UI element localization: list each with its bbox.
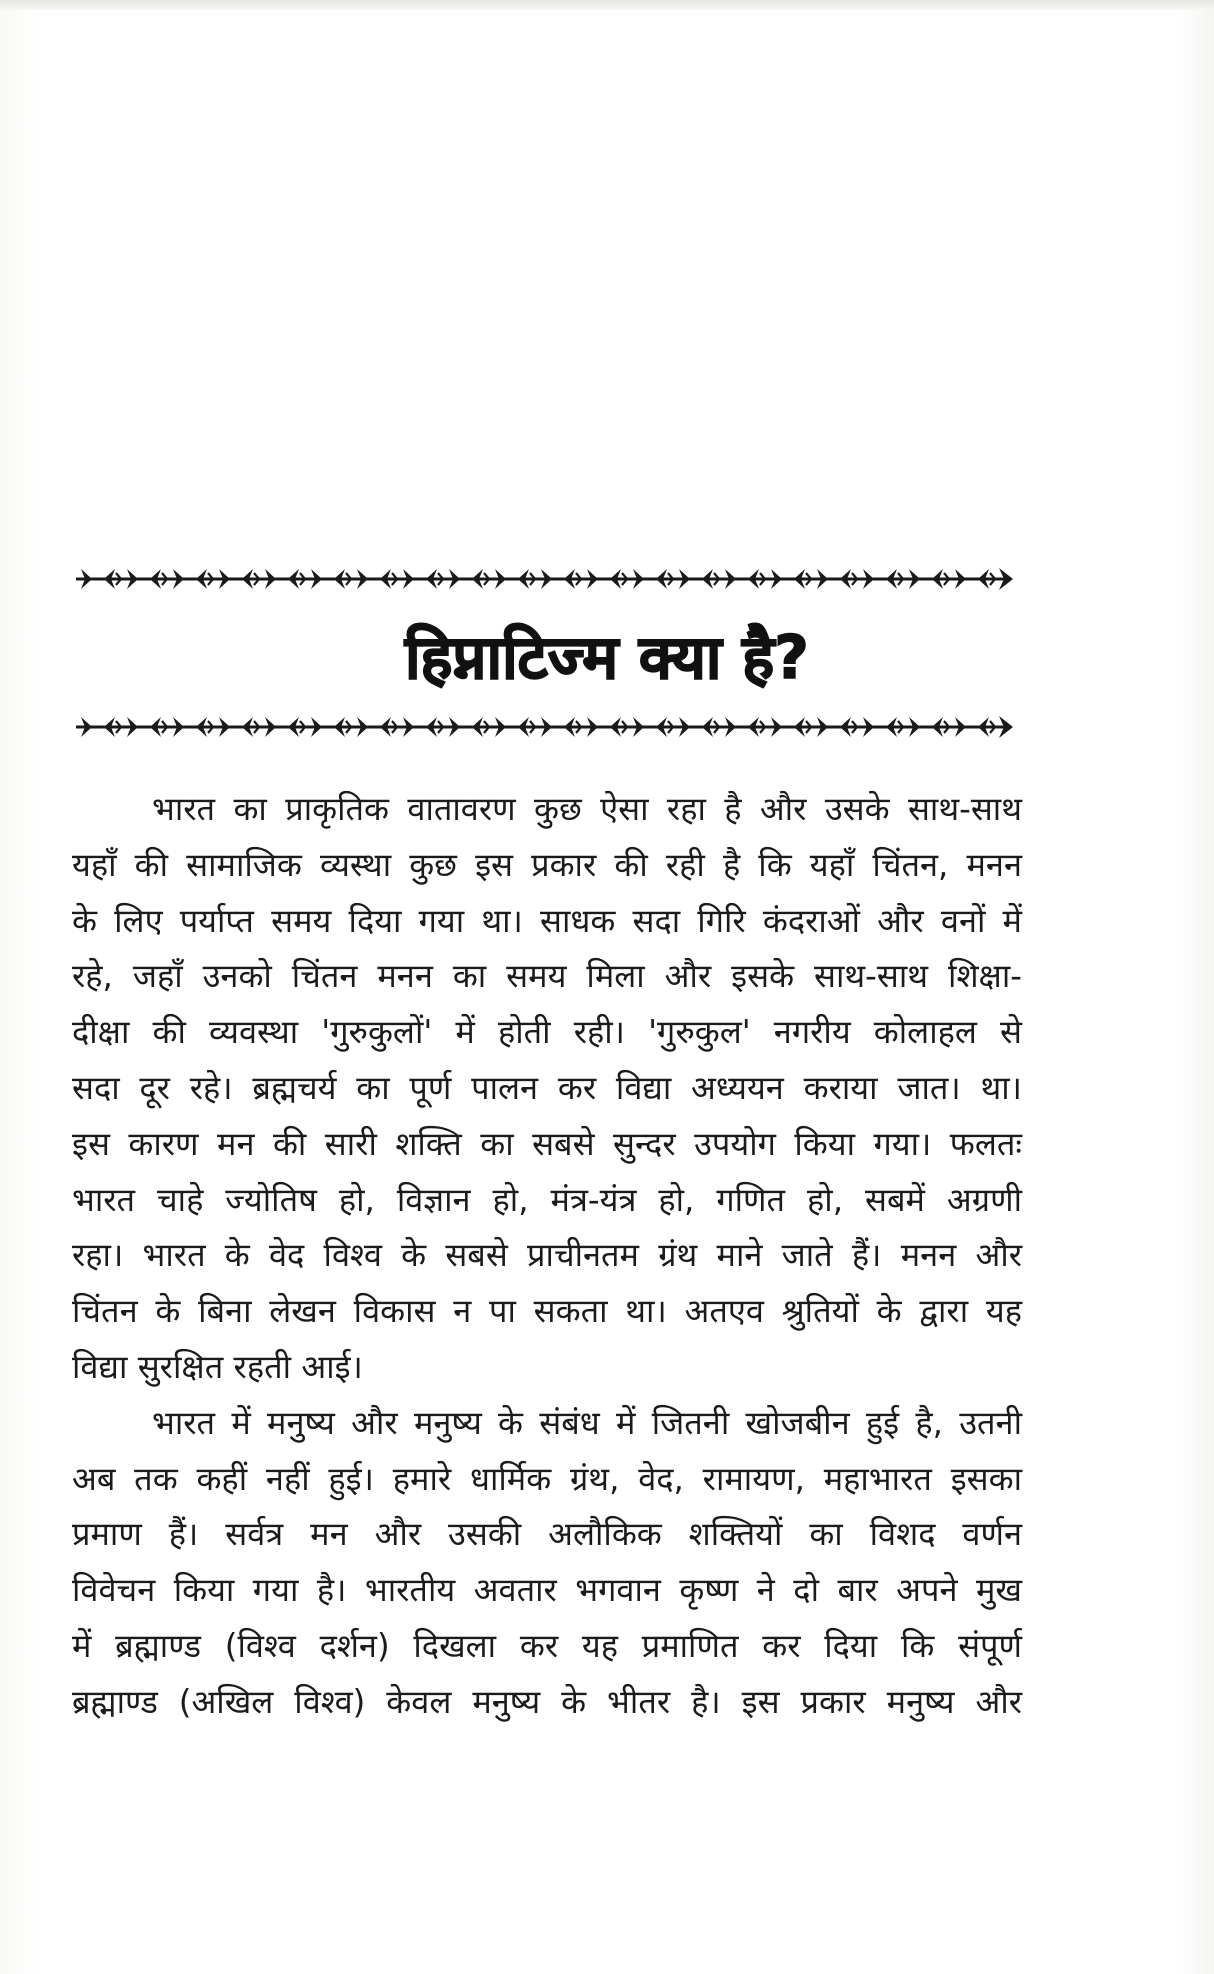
text-line: प्रमाण हैं। सर्वत्र मन और उसकी अलौकिक शक्तियों का विशद वर्णन [72, 1515, 1022, 1554]
text-line: के लिए पर्याप्त समय दिया गया था। साधक सदा गिरि कंदराओं और वनों में [72, 901, 1022, 940]
text-line: भारत में मनुष्य और मनुष्य के संबंध में जितनी खोजबीन हुई है, उतनी [152, 1403, 1022, 1442]
decorative-border-top [70, 562, 1015, 596]
decorative-border-bottom [70, 710, 1015, 744]
text-line: दीक्षा की व्यवस्था 'गुरुकुलों' में होती रही। 'गुरुकुल' नगरीय कोलाहल से [72, 1013, 1022, 1052]
text-line: रहा। भारत के वेद विश्व के सबसे प्राचीनतम ग्रंथ माने जाते हैं। मनन और [72, 1236, 1022, 1275]
body-text [72, 782, 1022, 1731]
text-line: ब्रह्माण्ड (अखिल विश्व) केवल मनुष्य के भीतर है। इस प्रकार मनुष्य और [72, 1682, 1022, 1721]
text-line: विवेचन किया गया है। भारतीय अवतार भगवान कृष्ण ने दो बार अपने मुख [72, 1571, 1022, 1610]
text-line: अब तक कहीं नहीं हुई। हमारे धार्मिक ग्रंथ, वेद, रामायण, महाभारत इसका [72, 1459, 1022, 1498]
text-line: भारत चाहे ज्योतिष हो, विज्ञान हो, मंत्र-यंत्र हो, गणित हो, सबमें अग्रणी [72, 1180, 1022, 1219]
page-edge [0, 0, 1214, 10]
text-line: सदा दूर रहे। ब्रह्मचर्य का पूर्ण पालन कर विद्या अध्ययन कराया जात। था। [72, 1068, 1022, 1107]
chapter-title: हिप्नाटिज्म क्या है? [405, 623, 809, 693]
text-line: विद्या सुरक्षित रहती आई। [72, 1347, 363, 1386]
text-line: रहे, जहाँ उनको चिंतन मनन का समय मिला और इसके साथ-साथ शिक्षा- [72, 957, 1022, 996]
text-line: इस कारण मन की सारी शक्ति का सबसे सुन्दर उपयोग किया गया। फलतः [72, 1124, 1022, 1163]
text-line: में ब्रह्माण्ड (विश्व दर्शन) दिखला कर यह प्रमाणित कर दिया कि संपूर्ण [72, 1626, 1022, 1665]
text-line: यहाँ की सामाजिक व्यस्था कुछ इस प्रकार की रही है कि यहाँ चिंतन, मनन [72, 845, 1022, 884]
text-line: चिंतन के बिना लेखन विकास न पा सकता था। अतएव श्रुतियों के द्वारा यह [72, 1292, 1022, 1331]
text-line: भारत का प्राकृतिक वातावरण कुछ ऐसा रहा है और उसके साथ-साथ [152, 790, 1022, 828]
